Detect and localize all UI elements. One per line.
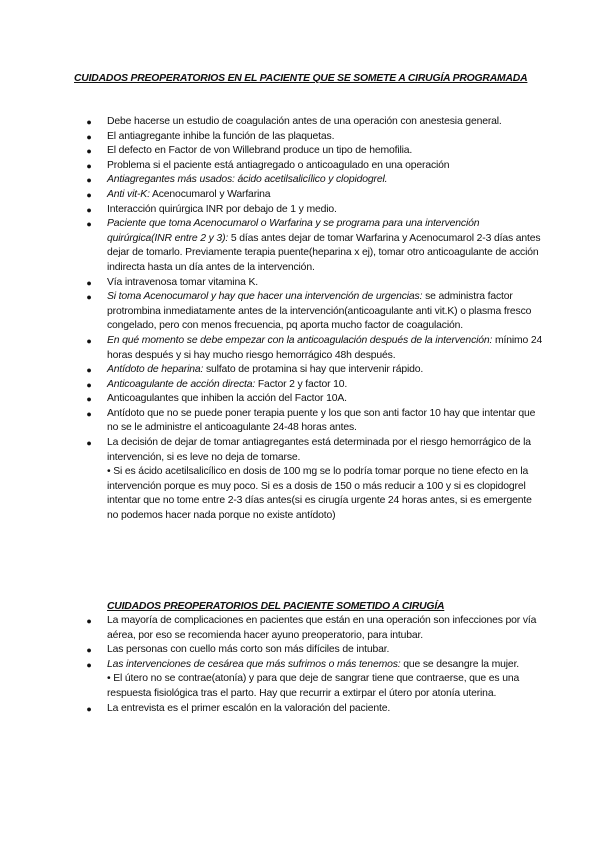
list-item — [84, 643, 544, 658]
list-item — [84, 334, 544, 363]
list-item — [84, 614, 544, 643]
section-2-list — [84, 614, 544, 716]
item-emphasis: Paciente que toma Acenocumarol o Warfarina y se programa para una intervención quirúrgica(INR entre 2 y 3): — [107, 218, 480, 244]
item-text: Acenocumarol y Warfarina — [149, 188, 271, 200]
bullet-icon: ● — [86, 160, 92, 171]
list-item — [84, 188, 544, 203]
section-1-title: CUIDADOS PREOPERATORIOS EN EL PACIENTE QUE SE SOMETE A CIRUGÍA PROGRAMADA — [74, 73, 528, 84]
bullet-icon: ● — [86, 394, 92, 405]
section-1-list — [84, 115, 544, 524]
list-item — [84, 203, 544, 218]
item-emphasis: Anticoagulante de acción directa: — [107, 378, 256, 390]
bullet-icon: ● — [86, 659, 92, 670]
bullet-icon: ● — [86, 438, 92, 449]
bullet-icon: ● — [86, 292, 92, 303]
bullet-icon: ● — [86, 335, 92, 346]
item-text: sulfato de protamina si hay que intervenir rápido. — [203, 364, 424, 376]
list-item — [84, 276, 544, 291]
bullet-icon: ● — [86, 379, 92, 390]
item-emphasis: Las intervenciones de cesárea que más sufrimos o más tenemos: — [107, 658, 401, 670]
bullet-icon: ● — [86, 189, 92, 200]
bullet-icon: ● — [86, 616, 92, 626]
list-item — [84, 363, 544, 378]
list-item — [84, 378, 544, 393]
item-text: Anticoagulantes que inhiben la acción del Factor 10A. — [107, 393, 347, 405]
item-text: La entrevista es el primer escalón en la valoración del paciente. — [107, 702, 391, 714]
list-item — [84, 144, 544, 159]
list-item — [84, 392, 544, 407]
item-subnote: • El útero no se contrae(atonía) y para que deje de sangrar tiene que contraerse, que es una respuesta fisiológica tras el parto. Hay que recurrir a extirpar el útero por atonía uterina. — [107, 673, 520, 699]
bullet-icon: ● — [86, 175, 92, 186]
item-text: El defecto en Factor de von Willebrand produce un tipo de hemofilia. — [107, 145, 413, 157]
list-item — [84, 436, 544, 524]
list-item — [84, 702, 544, 717]
bullet-icon: ● — [86, 408, 92, 419]
item-text: Factor 2 y factor 10. — [255, 378, 348, 390]
bullet-icon: ● — [86, 645, 92, 656]
item-emphasis: En qué momento se debe empezar con la anticoagulación después de la intervención: — [107, 334, 493, 346]
bullet-icon: ● — [86, 117, 92, 127]
item-text: que se desangre la mujer. — [400, 658, 520, 670]
list-item — [84, 290, 544, 334]
bullet-icon: ● — [86, 365, 92, 376]
item-emphasis: Si toma Acenocumarol y hay que hacer una intervención de urgencias: — [107, 291, 423, 303]
list-item — [84, 173, 544, 188]
item-text: El antiagregante inhibe la función de las plaquetas. — [107, 130, 335, 142]
list-item — [84, 407, 544, 436]
item-text: 5 días antes dejar de tomar Warfarina y Acenocumarol 2-3 días antes dejar de tomarlo. Previamente terapia puente(heparina x ej), tomar otro anticoagulante de acción indirecta hasta un día antes de la intervención. — [107, 232, 541, 273]
item-emphasis: Anti vit-K: — [107, 188, 150, 200]
list-item — [84, 115, 544, 130]
item-text: Debe hacerse un estudio de coagulación antes de una operación con anestesia general. — [107, 116, 502, 127]
item-text: Interacción quirúrgica INR por debajo de 1 y medio. — [107, 203, 337, 215]
bullet-icon: ● — [86, 277, 92, 288]
list-item — [84, 159, 544, 174]
bullet-icon: ● — [86, 146, 92, 157]
item-text: mínimo 24 horas después y si hay mucho riesgo hemorrágico 48h después. — [107, 334, 543, 361]
list-item — [84, 658, 544, 702]
section-2-title: CUIDADOS PREOPERATORIOS DEL PACIENTE SOMETIDO A CIRUGÍA — [107, 601, 445, 612]
item-text: Antídoto que no se puede poner terapia puente y los que son anti factor 10 hay que intentar que no se le administre el anticoagulante 24-48 horas antes. — [107, 407, 536, 434]
list-item — [84, 130, 544, 145]
bullet-icon: ● — [86, 219, 92, 230]
item-emphasis: Antídoto de heparina: — [107, 364, 204, 376]
item-subnote: • Si es ácido acetilsalicílico en dosis de 100 mg se lo podría tomar porque no tiene efecto en la intervención porque es muy poco. Si es a dosis de 150 o más reducir a 100 y si es clopidogrel intentar que no tome entre 2-3 días antes(si es cirugía urgente 24 horas antes, si es emergente no podemos hacer nada porque no existe antídoto) — [107, 466, 532, 522]
bullet-icon: ● — [86, 703, 92, 714]
list-item — [84, 217, 544, 275]
item-text: Vía intravenosa tomar vitamina K. — [107, 276, 258, 288]
bullet-icon: ● — [86, 131, 92, 142]
item-text: Problema si el paciente está antiagregado o anticoagulado en una operación — [107, 159, 450, 171]
item-emphasis: Antiagregantes más usados: ácido acetilsalicílico y clopidogrel. — [107, 174, 388, 186]
item-text: La decisión de dejar de tomar antiagregantes está determinada por el riesgo hemorrágico de la intervención, si es leve no deja de tomarse. — [107, 437, 531, 463]
item-text: Las personas con cuello más corto son más difíciles de intubar. — [107, 644, 390, 656]
bullet-icon: ● — [86, 204, 92, 215]
item-text: se administra factor protrombina inmediatamente antes de la intervención(anticoagulante anti vit.K) o plasma fresco congelado, pero con menos frecuencia, pq aporta mucho factor de coagulación. — [107, 291, 532, 332]
item-text: La mayoría de complicaciones en pacientes que están en una operación son infecciones por vía aérea, por eso se recomienda hacer ayuno preoperatorio, para intubar. — [107, 615, 537, 641]
